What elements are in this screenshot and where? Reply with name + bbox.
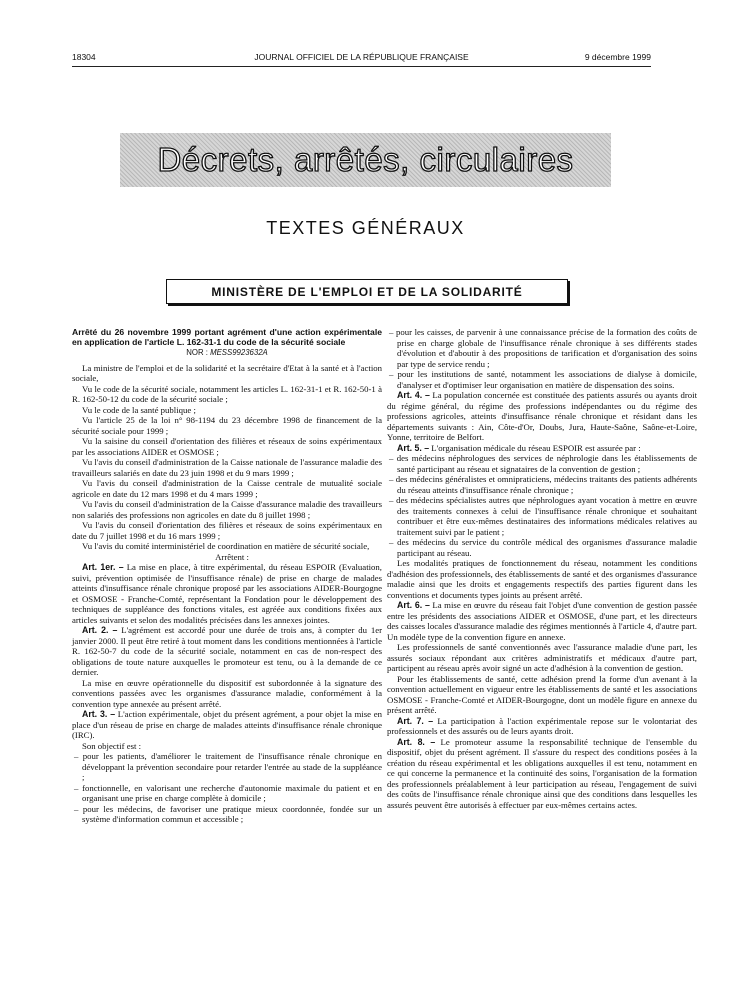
article-label: Art. 5. –: [397, 442, 430, 453]
preamble-paragraph: Vu le code de la santé publique ;: [82, 404, 196, 415]
article-6: [387, 600, 697, 642]
page-header: [72, 52, 651, 64]
preamble-paragraph: Vu le code de la sécurité sociale, notamment les articles L. 162-31-1 et R. 162-50-1 à R. 162-50-12 du code de la sécurité sociale ;: [72, 383, 382, 404]
list-item: – des médecins néphrologues des services de néphrologie dans les établissements de santé participant au réseau et signataires de la convention de gestion ;: [389, 453, 697, 474]
article-text: Le promoteur assume la responsabilité technique de l'ensemble du dispositif, objet du présent agrément. Il s'assure du respect des conditions posées à la création du réseau expérimental et les obligations auxquelles il est tenu, notamment en ce qui concerne la permanence et la continuité des soins, l'organisation de la formation des professionnels préalablement à leur participation au réseau, l'engagement de suivi des coûts de l'insuffisance rénale chronique ainsi que des conditions dans lesquelles les assurés peuvent être autorisés à effectuer par eux-mêmes certains actes.: [387, 736, 697, 810]
article-paragraph: Les modalités pratiques de fonctionnement du réseau, notamment les conditions d'adhésion des professionnels, des établissements de santé et des organismes d'assurance maladie ainsi que les droits et engagements respectifs des parties figurent dans les conventions et documents types joints au présent arrêté.: [387, 558, 697, 600]
article-3: [72, 709, 382, 741]
left-column: [72, 327, 382, 825]
article-text: La participation à l'action expérimentale repose sur le volontariat des professionnels et des assurés ou de leurs ayants droit.: [387, 715, 697, 736]
ministry-title: MINISTÈRE DE L'EMPLOI ET DE LA SOLIDARITÉ: [211, 284, 523, 299]
list-item: – pour les médecins, de favoriser une pratique mieux coordonnée, fondée sur un système d'information commun et accessible ;: [74, 803, 382, 824]
nor-label: NOR :: [186, 348, 208, 357]
objective-intro: Son objectif est :: [82, 740, 142, 751]
preamble-paragraph: Vu l'avis du comité interministériel de coordination en matière de sécurité sociale,: [82, 541, 370, 551]
article-1: [72, 562, 382, 625]
nor-reference: [72, 348, 382, 359]
preamble-paragraph: Vu l'avis du conseil d'orientation des filières et réseaux de soins expérimentaux en date du 7 juillet 1998 et du 16 mars 1999 ;: [72, 520, 382, 541]
nor-code: MESS9923632A: [210, 348, 268, 357]
list-item: – pour les caisses, de parvenir à une connaissance précise de la formation des coûts de prise en charge globale de l'insuffisance rénale chronique à ses différents stades d'évolution et d'aboutir à des propositions de tarification et d'organisation des soins par type de service rendu ;: [389, 327, 697, 369]
article-label: Art. 6. –: [397, 600, 430, 610]
article-4: [387, 390, 697, 443]
article-text: L'organisation médicale du réseau ESPOIR est assurée par :: [431, 442, 641, 453]
header-rule: [72, 66, 651, 67]
article-label: Art. 7. –: [397, 715, 434, 726]
preamble-paragraph: La ministre de l'emploi et de la solidarité et la secrétaire d'Etat à la santé et à l'action sociale,: [72, 362, 382, 383]
list-item: – des médecins généralistes et omnipraticiens, médecins traitants des patients adhérents du réseau atteints d'insuffisance rénale chronique ;: [389, 474, 697, 495]
article-text: La mise en place, à titre expérimental, du réseau ESPOIR (Evaluation, suivi, prévention optimisée de l'insuffisance rénale) de prise en charge de malades atteints d'insuffisance rénale chronique proposé par les associations AIDER-Bourgogne et OSMOSE - Franche-Comté, représentant la Fondation pour le développement des techniques de suppléance des fonctions vitales, est agréée aux conditions fixées aux articles suivants et selon des modalités précisées dans les annexes jointes.: [72, 562, 382, 625]
list-item: – pour les patients, d'améliorer le traitement de l'insuffisance rénale chronique en développant la prévention secondaire pour retarder l'entrée au stade de la suppléance ;: [74, 751, 382, 782]
article-text: L'agrément est accordé pour une durée de trois ans, à compter du 1er janvier 2000. Il peut être retiré à tout moment dans les conditions mentionnées à l'article R. 162-50-7 du code de la sécurité sociale, notamment en cas de non-respect des obligations de toute nature auxquelles le promoteur est tenu, ou à la demande de ce dernier.: [72, 625, 382, 677]
article-7: [387, 716, 697, 737]
arretent-heading: Arrêtent :: [215, 551, 249, 562]
preamble-paragraph: Vu l'article 25 de la loi n° 98-1194 du 23 décembre 1998 de financement de la sécurité sociale pour 1999 ;: [72, 415, 382, 436]
article-paragraph: Les professionnels de santé conventionnés avec l'assurance maladie d'une part, les assurés sociaux répondant aux critères administratifs et médicaux d'autre part, participent au réseau après avoir signé un acte d'adhésion à la convention de gestion.: [387, 642, 697, 673]
article-text: La population concernée est constituée des patients assurés ou ayants droit du régime général, du régime des professions indépendantes ou du régime des professions agricoles, atteints d'insuffisance rénale chronique et résidant dans les départements suivants : Ain, Côte-d'Or, Doubs, Jura, Haute-Saône, Saône-et-Loire, Yonne, territoire de Belfort.: [387, 390, 697, 442]
article-text: L'action expérimentale, objet du présent agrément, a pour objet la mise en place d'un réseau de prise en charge de malades atteints d'insuffisance rénale chronique (IRC).: [72, 709, 382, 740]
article-label: Art. 3. –: [82, 709, 116, 719]
issue-date: 9 décembre 1999: [584, 52, 651, 62]
preamble-paragraph: Vu l'avis du conseil d'administration de la Caisse d'assurance maladie des travailleurs non salariés des professions non agricoles en date du 8 juillet 1998 ;: [72, 499, 382, 520]
article-label: Art. 8. –: [397, 736, 436, 747]
preamble-paragraph: Vu la saisine du conseil d'orientation des filières et réseaux de soins expérimentaux par les associations AIDER et OSMOSE ;: [72, 436, 382, 457]
article-5: [387, 443, 697, 454]
article-8: [387, 737, 697, 811]
article-text: La mise en œuvre du réseau fait l'objet d'une convention de gestion passée entre les présidents des associations AIDER et OSMOSE, d'une part, et les directeurs des caisses locales d'assurance maladie des régimes mentionnés à l'article 4, d'autre part. Un modèle type de la convention figure en annexe.: [387, 600, 697, 642]
preamble-paragraph: Vu l'avis du conseil d'administration de la Caisse nationale de l'assurance maladie des travailleurs salariés en date du 23 juin 1998 et du 9 mars 1999 ;: [72, 457, 382, 478]
page-number: 18304: [72, 52, 96, 62]
article-label: Art. 2. –: [82, 625, 118, 635]
list-item: – des médecins spécialistes autres que néphrologues ayant vocation à mettre en œuvre des traitements connexes à celui de l'insuffisance rénale chronique et souhaitant contribuer et être eux-mêmes destinataires des informations médicales relatives au traitement suivi par le patient ;: [389, 495, 697, 537]
article-2: [72, 625, 382, 678]
right-column: [387, 327, 697, 810]
preamble-paragraph: Vu l'avis du conseil d'administration de la Caisse centrale de mutualité sociale agricole en date du 12 mars 1998 et du 4 mars 1999 ;: [72, 478, 382, 499]
journal-title: JOURNAL OFFICIEL DE LA RÉPUBLIQUE FRANÇAISE: [254, 52, 469, 62]
list-item: – fonctionnelle, en valorisant une recherche d'autonomie maximale du patient et en organisant une prise en charge complète à domicile ;: [74, 782, 382, 803]
article-paragraph: La mise en œuvre opérationnelle du dispositif est subordonnée à la signature des conventions passées avec les organismes d'assurance maladie, conformément à la convention type annexée au présent arrêté.: [72, 677, 382, 709]
section-title: TEXTES GÉNÉRAUX: [266, 218, 465, 238]
ministry-box: [166, 279, 568, 304]
list-item: – pour les institutions de santé, notamment les associations de dialyse à domicile, d'analyser et d'optimiser leur organisation en matière de dispensation des soins.: [389, 369, 697, 390]
article-paragraph: Pour les établissements de santé, cette adhésion prend la forme d'un avenant à la convention actuellement en vigueur entre les établissements de santé et les associations OSMOSE - Franche-Comté et AIDER-Bourgogne, dont un modèle figure en annexe du présent arrêté.: [387, 673, 697, 715]
banner-title: Décrets, arrêtés, circulaires: [157, 141, 574, 178]
decrets-banner: [120, 133, 611, 187]
list-item: – des médecins du service du contrôle médical des organismes d'assurance maladie participant au réseau.: [389, 537, 697, 558]
article-label: Art. 1er. –: [82, 562, 124, 572]
article-label: Art. 4. –: [397, 390, 430, 400]
arrete-title: Arrêté du 26 novembre 1999 portant agrément d'une action expérimentale en application de l'article L. 162-31-1 du code de la sécurité sociale: [72, 327, 382, 347]
